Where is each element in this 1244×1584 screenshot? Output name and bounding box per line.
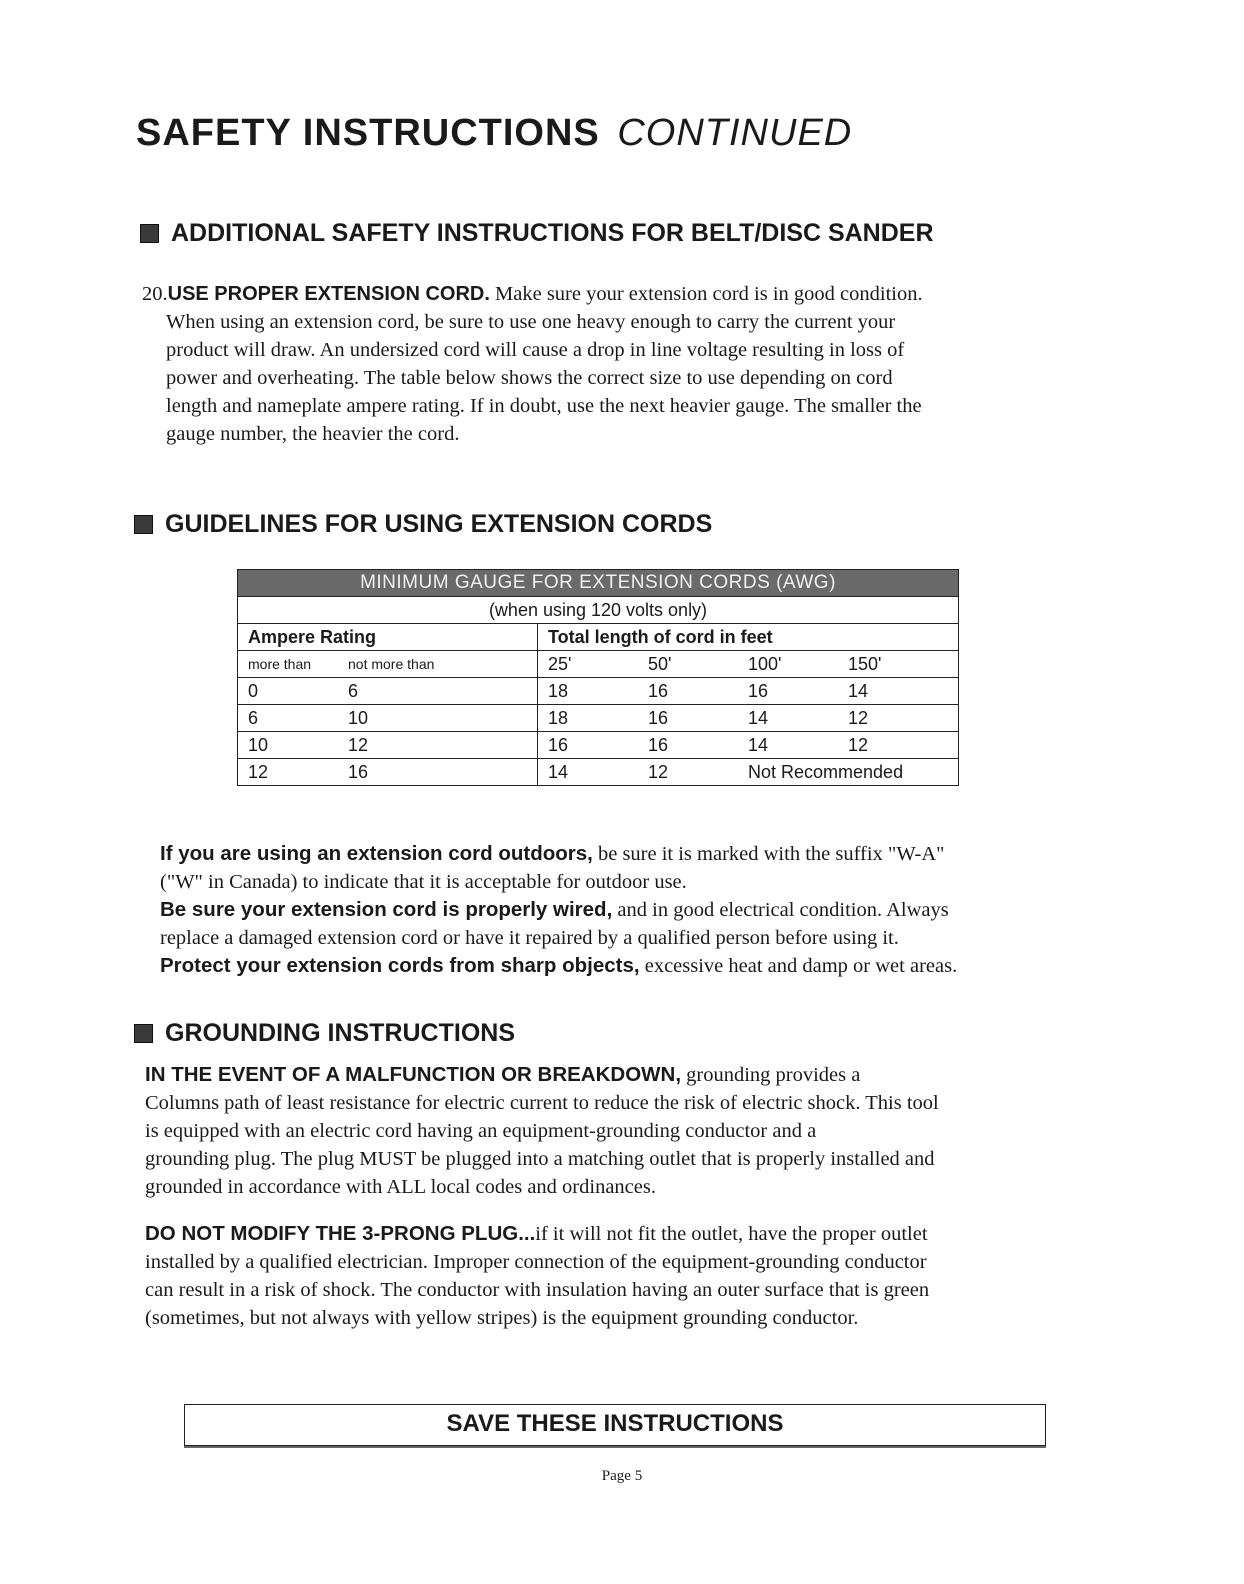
grounding-line-0: Columns path of least resistance for electric current to reduce the risk of electric shock. This tool <box>145 1092 939 1114</box>
subheader-not-more-than: not more than <box>348 656 435 672</box>
note-outdoor-text: be sure it is marked with the suffix "W-A" <box>592 843 945 865</box>
gauge-cell: 16 <box>748 680 769 701</box>
note-sharp-bold: Protect your extension cords from sharp objects, <box>160 954 640 977</box>
note-sharp-text: excessive heat and damp or wet areas. <box>639 955 958 977</box>
plug-line-0: installed by a qualified electrician. Improper connection of the equipment-grounding conductor <box>145 1251 927 1273</box>
grounding-paragraph-1 <box>145 1061 1105 1201</box>
gauge-cell: 14 <box>748 734 769 755</box>
para-line-5: gauge number, the heavier the cord. <box>166 423 460 445</box>
length-25: 25' <box>548 653 572 674</box>
gauge-cell: 12 <box>848 734 869 755</box>
gauge-cell: 16 <box>548 734 569 755</box>
page-title <box>136 112 852 155</box>
more-than-cell: 10 <box>248 734 269 755</box>
gauge-cell: 12 <box>648 761 669 782</box>
table-banner: MINIMUM GAUGE FOR EXTENSION CORDS (AWG) <box>238 570 959 597</box>
para-line-4: length and nameplate ampere rating. If in doubt, use the next heavier gauge. The smaller the <box>166 395 922 417</box>
more-than-cell: 12 <box>248 761 269 782</box>
filled-square-icon <box>134 1024 153 1043</box>
gauge-cell: 16 <box>648 734 669 755</box>
grounding-paragraph-2 <box>145 1220 1105 1332</box>
not-more-than-cell: 12 <box>348 734 369 755</box>
gauge-cell: 14 <box>548 761 569 782</box>
note-outdoor-cont: ("W" in Canada) to indicate that it is acceptable for outdoor use. <box>160 871 687 893</box>
para-line-0: Make sure your extension cord is in good condition. <box>495 283 923 305</box>
not-more-than-cell: 16 <box>348 761 369 782</box>
grounding-line-3: grounded in accordance with ALL local codes and ordinances. <box>145 1176 656 1198</box>
gauge-cell: 18 <box>548 707 569 728</box>
filled-square-icon <box>134 515 153 534</box>
save-instructions-box: SAVE THESE INSTRUCTIONS <box>184 1404 1046 1446</box>
gauge-cell: 12 <box>848 707 869 728</box>
table-row <box>238 705 959 732</box>
not-more-than-cell: 6 <box>348 680 359 701</box>
page-title-main: SAFETY INSTRUCTIONS <box>136 112 600 154</box>
extension-cord-paragraph <box>142 280 1102 448</box>
gauge-cell: 18 <box>548 680 569 701</box>
section-heading-guidelines <box>134 510 712 539</box>
more-than-cell: 6 <box>248 707 259 728</box>
section-heading-sander-text: ADDITIONAL SAFETY INSTRUCTIONS FOR BELT/DISC SANDER <box>171 219 934 247</box>
table-subtitle: (when using 120 volts only) <box>238 597 959 624</box>
subheader-more-than: more than <box>248 656 312 672</box>
grounding-line-2: grounding plug. The plug MUST be plugged into a matching outlet that is properly installed and <box>145 1148 935 1170</box>
section-heading-sander <box>140 219 934 248</box>
section-heading-guidelines-text: GUIDELINES FOR USING EXTENSION CORDS <box>165 510 713 538</box>
para-line-3: power and overheating. The table below shows the correct size to use depending on cord <box>166 367 893 389</box>
plug-line-1: can result in a risk of shock. The conductor with insulation having an outer surface that is green <box>145 1279 930 1301</box>
plug-line-2: (sometimes, but not always with yellow stripes) is the equipment grounding conductor. <box>145 1307 859 1329</box>
more-than-cell: 0 <box>248 680 259 701</box>
note-wired-bold: Be sure your extension cord is properly wired, <box>160 898 613 921</box>
note-wired-text: and in good electrical condition. Always <box>612 899 949 921</box>
table-row <box>238 678 959 705</box>
grounding-line-1: is equipped with an electric cord having an equipment-grounding conductor and a <box>145 1120 817 1142</box>
grounding-first: grounding provides a <box>681 1064 861 1086</box>
page-number: Page 5 <box>601 1468 643 1484</box>
page-title-suffix: CONTINUED <box>617 112 853 154</box>
para-line-2: product will draw. An undersized cord will cause a drop in line voltage resulting in loss of <box>166 339 905 361</box>
length-150: 150' <box>848 653 882 674</box>
gauge-cell: 14 <box>848 680 869 701</box>
note-wired-cont: replace a damaged extension cord or have it repaired by a qualified person before using it. <box>160 927 899 949</box>
filled-square-icon <box>140 224 159 243</box>
section-heading-grounding <box>134 1019 515 1048</box>
item-number: 20. <box>142 283 168 305</box>
header-cord-length: Total length of cord in feet <box>538 624 959 651</box>
para-line-1: When using an extension cord, be sure to use one heavy enough to carry the current your <box>166 311 896 333</box>
gauge-cell: 16 <box>648 680 669 701</box>
not-more-than-cell: 10 <box>348 707 369 728</box>
gauge-cell: 16 <box>648 707 669 728</box>
header-ampere-rating: Ampere Rating <box>238 624 538 651</box>
length-50: 50' <box>648 653 672 674</box>
outdoor-notes <box>160 840 1080 980</box>
grounding-lead: IN THE EVENT OF A MALFUNCTION OR BREAKDOWN, <box>145 1063 682 1086</box>
table-row <box>238 759 959 786</box>
note-outdoor-bold: If you are using an extension cord outdoors, <box>160 842 593 865</box>
not-recommended-cell: Not Recommended <box>748 761 904 782</box>
item-lead: USE PROPER EXTENSION CORD. <box>167 283 490 305</box>
table-subheader-row <box>238 651 959 678</box>
plug-first: if it will not fit the outlet, have the proper outlet <box>535 1223 928 1245</box>
plug-lead: DO NOT MODIFY THE 3-PRONG PLUG... <box>145 1222 536 1245</box>
length-100: 100' <box>748 653 782 674</box>
table-row <box>238 732 959 759</box>
extension-cord-table <box>237 569 959 786</box>
gauge-cell: 14 <box>748 707 769 728</box>
section-heading-grounding-text: GROUNDING INSTRUCTIONS <box>165 1019 515 1047</box>
